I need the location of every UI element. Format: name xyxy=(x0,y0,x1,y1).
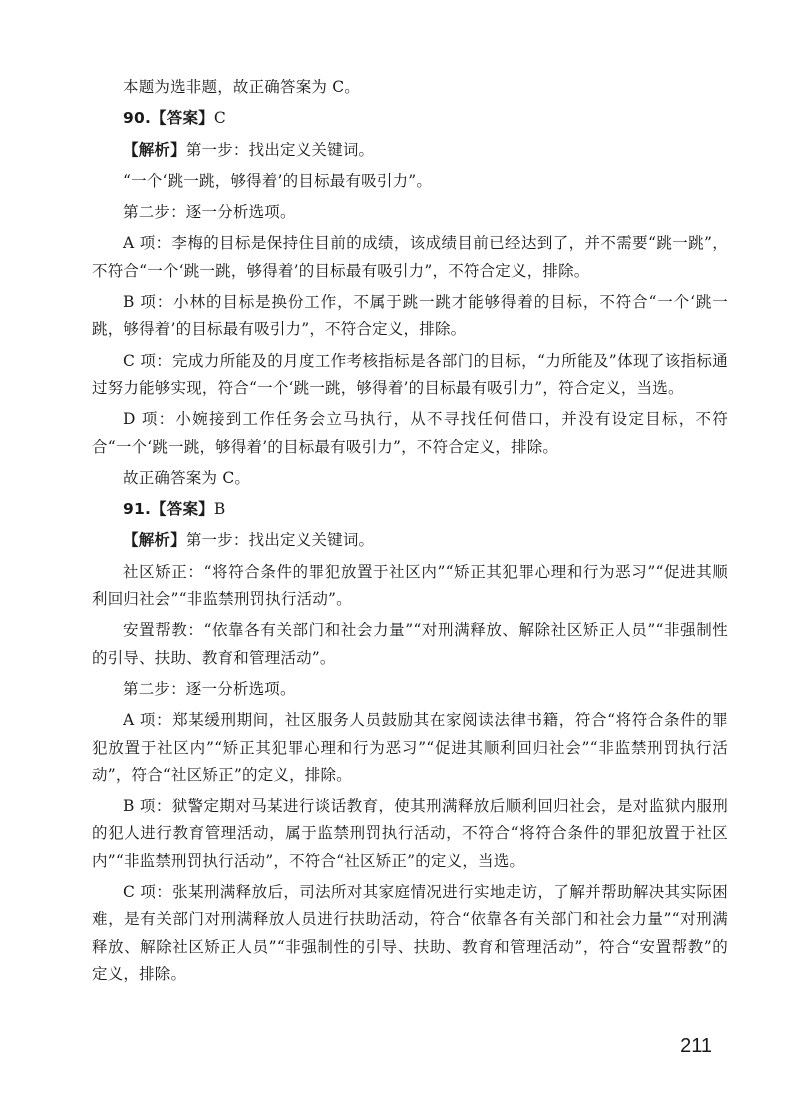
analysis-label: 【解析】 xyxy=(123,531,186,550)
step2-90: 第二步：逐一分析选项。 xyxy=(123,203,296,222)
analysis-90-step1: 【解析】第一步：找出定义关键词。 xyxy=(123,140,375,159)
analysis-91-step1: 【解析】第一步：找出定义关键词。 xyxy=(123,531,375,550)
conclusion-89: 本题为选非题，故正确答案为 C。 xyxy=(123,78,360,96)
answer-91: 91.【答案】B xyxy=(123,500,226,519)
answer-90: 90.【答案】C xyxy=(123,109,226,128)
answer-label: 91.【答案】 xyxy=(123,500,214,519)
option-b-90: B 项：小林的目标是换份工作，不属于跳一跳才能够得着的目标，不符合“一个‘跳一跳，够得着’的目标最有吸引力”，不符合定义，排除。 xyxy=(92,293,728,339)
option-d-90: D 项：小婉接到工作任务会立马执行，从不寻找任何借口，并没有设定目标，不符合“一个‘跳一跳，够得着’的目标最有吸引力”，不符合定义，排除。 xyxy=(92,410,728,456)
option-a-90: A 项：李梅的目标是保持住目前的成绩，该成绩目前已经达到了，并不需要“跳一跳”，不符合“一个‘跳一跳，够得着’的目标最有吸引力”，不符合定义，排除。 xyxy=(92,234,728,280)
analysis-label: 【解析】 xyxy=(123,140,186,159)
page-body xyxy=(92,74,728,992)
option-b-91: B 项：狱警定期对马某进行谈话教育，使其刑满释放后顺利回归社会，是对监狱内服刑的犯人进行教育管理活动，属于监禁刑罚执行活动，不符合“将符合条件的罪犯放置于社区内”“非监禁刑罚执行活动”，不符合“社区矫正”的定义，当选。 xyxy=(92,797,728,870)
answer-label: 90.【答案】 xyxy=(123,109,214,128)
definition-keywords-90: “一个‘跳一跳，够得着’的目标最有吸引力”。 xyxy=(123,171,433,190)
option-c-91: C 项：张某刑满释放后，司法所对其家庭情况进行实地走访，了解并帮助解决其实际困难，是有关部门对刑满释放人员进行扶助活动，符合“依靠各有关部门和社会力量”“对刑满释放、解除社区矫正人员”“非强制性的引导、扶助、教育和管理活动”，符合“安置帮教”的定义，排除。 xyxy=(92,883,728,983)
option-a-91: A 项：郑某缓刑期间，社区服务人员鼓励其在家阅读法律书籍，符合“将符合条件的罪犯放置于社区内”“矫正其犯罪心理和行为恶习”“促进其顺利回归社会”“非监禁刑罚执行活动”，符合“社区矫正”的定义，排除。 xyxy=(92,711,728,784)
option-c-90: C 项：完成力所能及的月度工作考核指标是各部门的目标，“力所能及”体现了该指标通过努力能够实现，符合“一个‘跳一跳，够得着’的目标最有吸引力”，符合定义，当选。 xyxy=(92,351,728,397)
definition-community-correction: 社区矫正：“将符合条件的罪犯放置于社区内”“矫正其犯罪心理和行为恶习”“促进其顺利回归社会”“非监禁刑罚执行活动”。 xyxy=(92,562,728,609)
page-number: 211 xyxy=(680,1035,712,1057)
step2-91: 第二步：逐一分析选项。 xyxy=(123,679,296,698)
conclusion-90: 故正确答案为 C。 xyxy=(123,468,251,487)
definition-resettlement-assistance: 安置帮教：“依靠各有关部门和社会力量”“对刑满释放、解除社区矫正人员”“非强制性的引导、扶助、教育和管理活动”。 xyxy=(92,621,728,667)
